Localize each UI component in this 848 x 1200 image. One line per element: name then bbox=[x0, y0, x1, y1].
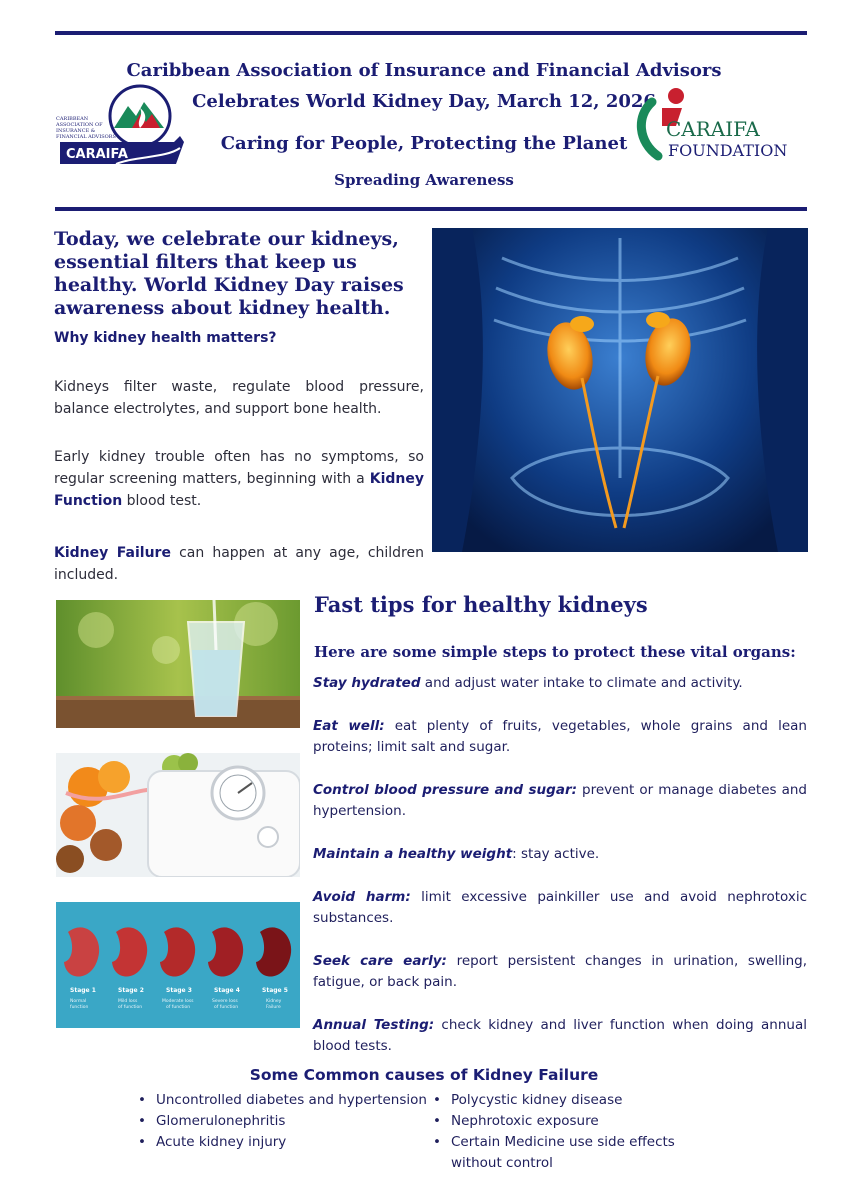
tip-weight bbox=[313, 844, 807, 865]
logo-left-line3: INSURANCE & bbox=[56, 128, 96, 134]
cause-item: • Uncontrolled diabetes and hypertension bbox=[138, 1090, 428, 1111]
logo-right-line1: CARAIFA bbox=[666, 117, 760, 141]
tip-key: Stay hydrated bbox=[313, 675, 421, 691]
tip-key: Control blood pressure and sugar: bbox=[313, 782, 577, 798]
stage-5-label: Stage 5 bbox=[262, 987, 288, 994]
tip-text: report persistent changes in urination, swelling, fatigue, or back pain. bbox=[313, 953, 807, 990]
causes-title: Some Common causes of Kidney Failure bbox=[249, 1066, 599, 1084]
failure-paragraph bbox=[54, 542, 424, 586]
tip-text: prevent or manage diabetes and hypertension. bbox=[313, 782, 807, 819]
stage-2-label: Stage 2 bbox=[118, 987, 144, 994]
tips-subtitle: Here are some simple steps to protect these vital organs: bbox=[314, 643, 796, 661]
fruit-scale-photo bbox=[56, 753, 300, 877]
cause-item: • Acute kidney injury bbox=[138, 1132, 428, 1153]
stage-3-desc1: Moderate loss bbox=[162, 999, 194, 1004]
cause-item: • Polycystic kidney disease bbox=[433, 1090, 693, 1111]
header-divider bbox=[55, 207, 807, 211]
failure-text-post: can happen at any age, children included. bbox=[54, 545, 424, 583]
screening-paragraph bbox=[54, 446, 424, 512]
kidney-anatomy-image bbox=[432, 228, 808, 552]
screening-text-pre: Early kidney trouble often has no symptoms, so regular screening matters, beginning with a bbox=[54, 449, 424, 487]
tip-annual-testing bbox=[313, 1015, 807, 1057]
tip-key: Eat well: bbox=[313, 718, 385, 734]
stage-1-label: Stage 1 bbox=[70, 987, 96, 994]
tip-seek-care bbox=[313, 951, 807, 993]
caraifa-logo bbox=[56, 84, 186, 176]
stage-2-desc1: Mild loss bbox=[118, 999, 138, 1004]
causes-list-right bbox=[433, 1090, 693, 1174]
header-title: Caribbean Association of Insurance and Financial Advisors bbox=[126, 60, 722, 81]
kidney-stages-infographic bbox=[56, 902, 300, 1028]
tip-text: limit excessive painkiller use and avoid nephrotoxic substances. bbox=[313, 889, 808, 926]
tip-blood-pressure bbox=[313, 780, 807, 822]
intro-heading: Today, we celebrate our kidneys, essential filters that keep us healthy. World Kidney Day raises awareness about kidney health. bbox=[54, 228, 404, 319]
cause-item: • Nephrotoxic exposure bbox=[433, 1111, 693, 1132]
stage-5-desc2: Failure bbox=[266, 1005, 281, 1010]
logo-left-line2: ASSOCIATION OF bbox=[56, 122, 103, 128]
stage-1-desc2: function bbox=[70, 1005, 89, 1010]
why-heading: Why kidney health matters? bbox=[54, 330, 277, 346]
tip-text: eat plenty of fruits, vegetables, whole grains and lean proteins; limit salt and sugar. bbox=[313, 718, 807, 755]
water-glass-photo bbox=[56, 600, 300, 728]
tip-key: Annual Testing: bbox=[313, 1017, 435, 1033]
tip-eat-well bbox=[313, 716, 807, 758]
header-slogan: Caring for People, Protecting the Planet bbox=[220, 133, 628, 154]
tip-text: : stay active. bbox=[512, 846, 600, 862]
failure-text-bold: Kidney Failure bbox=[54, 545, 171, 561]
stage-4-label: Stage 4 bbox=[214, 987, 240, 994]
cause-item: • Glomerulonephritis bbox=[138, 1111, 428, 1132]
caraifa-foundation-logo bbox=[632, 86, 808, 164]
logo-left-badge: CARAIFA bbox=[66, 147, 128, 162]
tip-hydrated bbox=[313, 673, 807, 694]
stage-2-desc2: of function bbox=[118, 1005, 143, 1010]
header-tagline: Spreading Awareness bbox=[334, 171, 514, 189]
tip-avoid-harm bbox=[313, 887, 807, 929]
tip-key: Seek care early: bbox=[313, 953, 447, 969]
stage-5-desc1: Kidney bbox=[266, 999, 282, 1004]
kidney-function-paragraph: Kidneys filter waste, regulate blood pressure, balance electrolytes, and support bone health. bbox=[54, 379, 424, 417]
stage-4-desc2: of function bbox=[214, 1005, 239, 1010]
tip-text: and adjust water intake to climate and activity. bbox=[420, 675, 743, 691]
tips-title: Fast tips for healthy kidneys bbox=[314, 592, 648, 617]
stage-1-desc1: Normal bbox=[70, 999, 87, 1004]
tip-key: Maintain a healthy weight bbox=[313, 846, 513, 862]
header-subtitle: Celebrates World Kidney Day, March 12, 2026 bbox=[192, 91, 656, 112]
stage-3-desc2: of function bbox=[166, 1005, 191, 1010]
cause-item: • Certain Medicine use side effects without control bbox=[433, 1132, 693, 1174]
stage-4-desc1: Severe loss bbox=[212, 999, 238, 1004]
causes-list-left bbox=[138, 1090, 428, 1153]
logo-right-line2: FOUNDATION bbox=[668, 141, 788, 160]
screening-text-post: blood test. bbox=[122, 493, 202, 509]
stage-3-label: Stage 3 bbox=[166, 987, 192, 994]
top-rule bbox=[55, 31, 807, 35]
logo-left-line1: CARIBBEAN bbox=[56, 116, 89, 122]
logo-left-line4: FINANCIAL ADVISORS bbox=[56, 134, 116, 140]
tip-text: check kidney and liver function when doing annual blood tests. bbox=[313, 1017, 807, 1054]
tip-key: Avoid harm: bbox=[313, 889, 411, 905]
screening-text-bold: Kidney Function bbox=[54, 471, 424, 509]
